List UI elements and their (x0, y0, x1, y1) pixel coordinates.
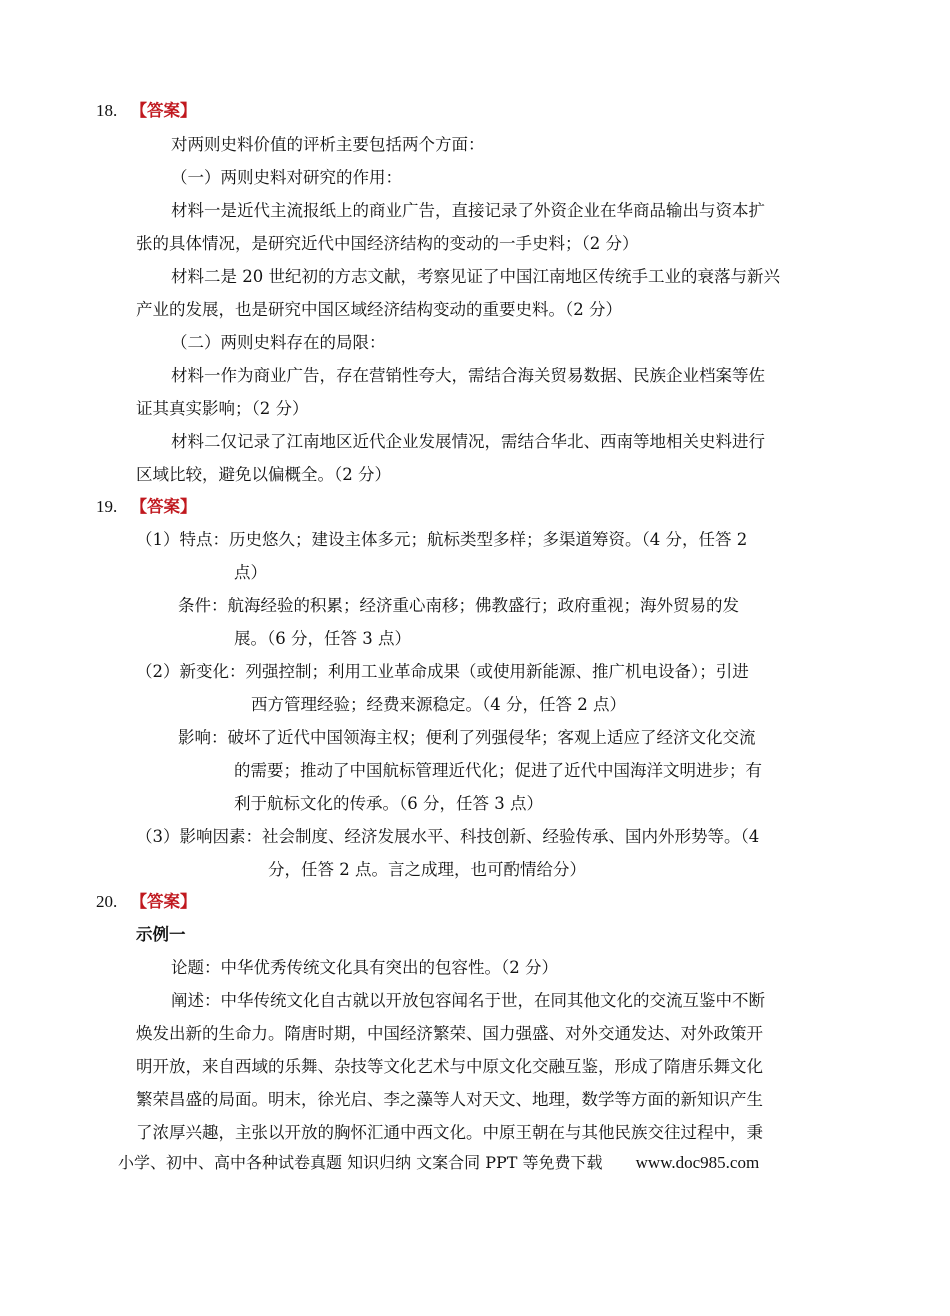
footer-text: 小学、初中、高中各种试卷真题 知识归纳 文案合同 PPT 等免费下载 (118, 1153, 603, 1172)
text-line: 区域比较，避免以偏概全。（2 分） (136, 465, 391, 484)
text-line: 材料一是近代主流报纸上的商业广告，直接记录了外资企业在华商品输出与资本扩 (171, 201, 765, 220)
text-line: （一）两则史料对研究的作用： (171, 168, 402, 187)
text-line: 材料二是 20 世纪初的方志文献，考察见证了中国江南地区传统手工业的衰落与新兴 (171, 267, 780, 286)
text-line: 影响：破坏了近代中国领海主权；便利了列强侵华；客观上适应了经济文化交流 (178, 728, 756, 747)
text-line: （1）特点：历史悠久；建设主体多元；航标类型多样；多渠道筹资。（4 分，任答 2 (136, 530, 748, 549)
answer-label: 【答案】 (130, 892, 197, 911)
question-18-header (96, 100, 197, 122)
text-line: 证其真实影响；（2 分） (136, 399, 309, 418)
text-line: 材料一作为商业广告，存在营销性夸大，需结合海关贸易数据、民族企业档案等佐 (171, 366, 765, 385)
text-line: （3）影响因素：社会制度、经济发展水平、科技创新、经验传承、国内外形势等。（4 (136, 827, 760, 846)
text-line: 西方管理经验；经费来源稳定。（4 分，任答 2 点） (251, 695, 626, 714)
text-line: 对两则史料价值的评析主要包括两个方面： (171, 135, 485, 154)
question-number: 18. (96, 101, 118, 120)
text-line: 利于航标文化的传承。（6 分，任答 3 点） (234, 794, 543, 813)
question-number: 19. (96, 497, 118, 516)
text-line: 明开放，来自西域的乐舞、杂技等文化艺术与中原文化交融互鉴，形成了隋唐乐舞文化 (136, 1057, 763, 1076)
text-line: 产业的发展，也是研究中国区域经济结构变动的重要史料。（2 分） (136, 300, 622, 319)
text-line: 焕发出新的生命力。隋唐时期，中国经济繁荣、国力强盛、对外交通发达、对外政策开 (136, 1024, 763, 1043)
text-line: 点） (234, 563, 267, 582)
page-footer (118, 1152, 759, 1174)
text-line: 张的具体情况，是研究近代中国经济结构的变动的一手史料；（2 分） (136, 234, 639, 253)
text-line: 材料二仅记录了江南地区近代企业发展情况，需结合华北、西南等地相关史料进行 (171, 432, 765, 451)
text-line: 的需要；推动了中国航标管理近代化；促进了近代中国海洋文明进步；有 (234, 761, 762, 780)
text-line: （2）新变化：列强控制；利用工业革命成果（或使用新能源、推广机电设备）；引进 (136, 662, 749, 681)
text-line: 分，任答 2 点。言之成理，也可酌情给分） (268, 860, 586, 879)
example-title: 示例一 (136, 925, 186, 944)
question-20-header (96, 891, 197, 913)
question-number: 20. (96, 892, 118, 911)
text-line: 阐述：中华传统文化自古就以开放包容闻名于世，在同其他文化的交流互鉴中不断 (171, 991, 765, 1010)
answer-label: 【答案】 (130, 497, 197, 516)
footer-url[interactable]: www.doc985.com (635, 1153, 760, 1172)
text-line: 繁荣昌盛的局面。明末，徐光启、李之藻等人对天文、地理，数学等方面的新知识产生 (136, 1090, 763, 1109)
question-19-header (96, 496, 197, 518)
text-line: 论题：中华优秀传统文化具有突出的包容性。（2 分） (171, 958, 558, 977)
text-line: （二）两则史料存在的局限： (171, 333, 386, 352)
text-line: 了浓厚兴趣，主张以开放的胸怀汇通中西文化。中原王朝在与其他民族交往过程中，秉 (136, 1123, 763, 1142)
text-line: 条件：航海经验的积累；经济重心南移；佛教盛行；政府重视；海外贸易的发 (178, 596, 739, 615)
answer-label: 【答案】 (130, 101, 197, 120)
text-line: 展。（6 分，任答 3 点） (234, 629, 411, 648)
